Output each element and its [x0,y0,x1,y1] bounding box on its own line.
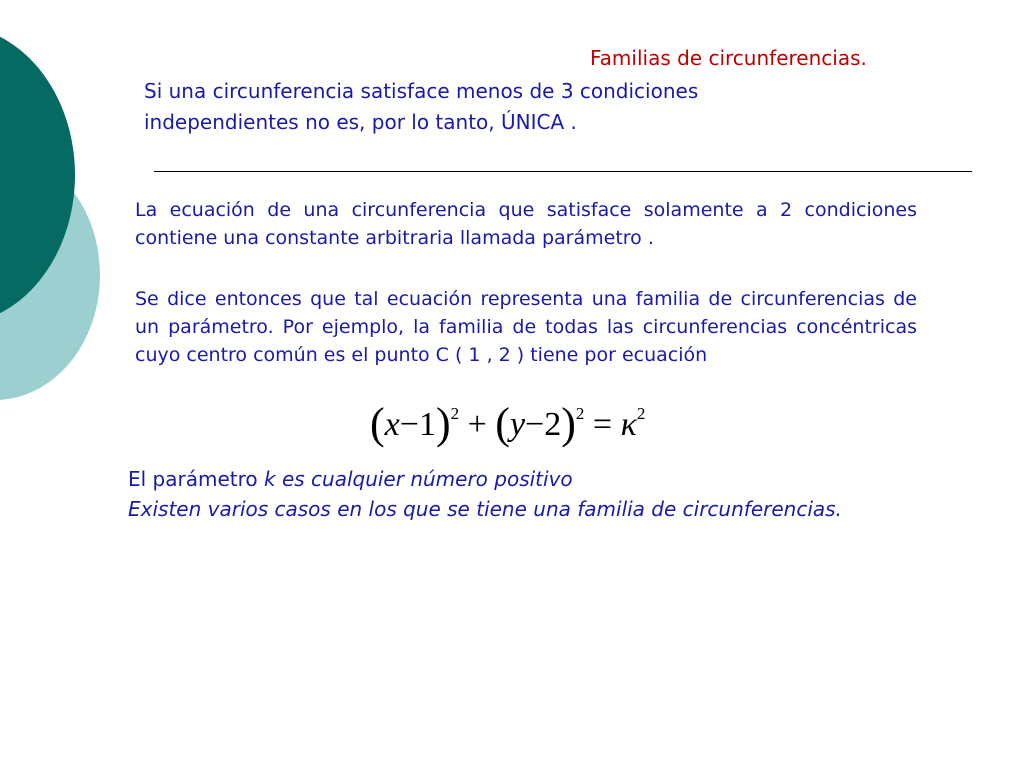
equation-exponent-2: 2 [575,404,585,423]
paragraph-parameter-definition: La ecuación de una circunferencia que satisface solamente a 2 condiciones contiene una constante arbitraria llamada parámetro . [135,199,917,249]
equation-equals: = [592,406,613,443]
equation-plus: + [467,406,487,443]
equation-var-y: y [509,406,526,443]
note-prefix: El parámetro [128,467,264,491]
intro-line-2: independientes no es, por lo tanto, ÚNICA . [144,110,577,134]
paragraph-family-example: Se dice entonces que tal ecuación representa una familia de circunferencias de un parámetro. Por ejemplo, la familia de todas las circunferencias concéntricas cuyo centro común es el punto C ( 1 , 2 ) tiene por ecuación [135,288,917,366]
intro-line-1: Si una circunferencia satisface menos de 3 condiciones [144,79,699,103]
note-families-cases: Existen varios casos en los que se tiene una familia de circunferencias. [128,497,842,521]
parameter-note [128,464,888,524]
note-line-1 [128,464,888,494]
equation-minus-1: − [399,406,419,443]
divider-line [154,171,972,172]
equation-h: 1 [418,406,436,443]
equation-exponent-1: 2 [450,404,460,423]
equation-parameter: κ [620,406,637,443]
circle-family-equation: $(x-1)^2 + (y-2)^2 = \kappa^2$ [370,399,646,448]
slide-title: Familias de circunferencias. [590,46,867,70]
equation-exponent-3: 2 [636,404,646,423]
note-line-2 [128,494,888,524]
equation-var-x: x [384,406,400,443]
equation-k: 2 [544,406,562,443]
equation-minus-2: − [525,406,545,443]
note-k-positive: k es cualquier número positivo [264,467,573,491]
intro-text [144,76,904,138]
